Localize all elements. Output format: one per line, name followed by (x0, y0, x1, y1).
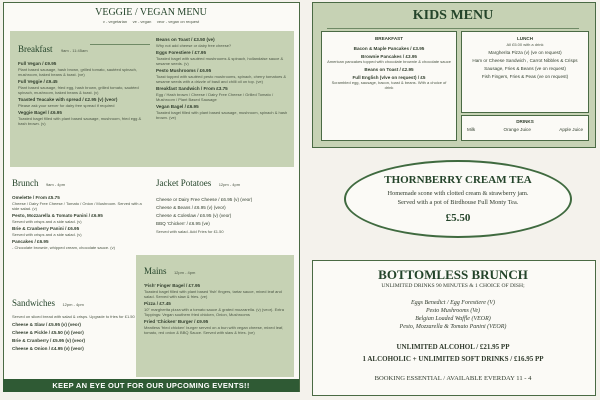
veggie-menu-panel (3, 2, 300, 392)
sandwiches-section (12, 293, 140, 377)
menu-item: Toasted Teacake with spread / £2.95 (v) (veor) Please ask your server for dairy free spread if required (18, 96, 118, 108)
jacket-section (156, 173, 294, 251)
sandwiches-time: 12pm - 4pm (62, 302, 84, 307)
menu-item: Pizza / £7.45 10" margherita pizza with a tomato sauce & grated mozzarella. (v) (veor). Extra Toppings: Vegan southern fried chicken, Onion, Mushrooms (144, 300, 284, 317)
brunch-section (12, 173, 150, 283)
menu-item: Vegan Bagel / £6.95 Toasted bagel filled with plant based sausage, mushroom, spinach & hash brown. (ve) (156, 103, 288, 120)
cream-tea-price: £5.50 (445, 212, 471, 224)
menu-item: Full Veggie / £9.45 Plant based sausage, fried egg, hash brown, grilled tomato, sautéed spinach, mushroom, baked beans & toast. (v) (18, 78, 139, 95)
veggie-menu-title: VEGGIE / VEGAN MENU (95, 7, 207, 18)
menu-item: Eggs Forestiere / £7.95 Toasted bagel with sautéed mushrooms & spinach, hollandaise sauce & sesame seeds. (v) (156, 49, 284, 66)
menu-item: Pesto Mushrooms / £6.95 Toast topped with sautéed pesto mushrooms, spinach, cherry tomatoes & sesame seeds with a drizzle of basil and chilli oil on top. (ve) (156, 67, 287, 84)
mains-title: Mains (144, 266, 167, 276)
kids-menu-panel (312, 2, 596, 148)
menu-item: Pesto, Mozzarella & Tomato Panini / £6.95 Served with crisps and a side salad. (v) (12, 212, 103, 224)
mains-time: 12pm - 4pm (173, 270, 196, 275)
breakfast-section (10, 31, 294, 167)
brunch-dish: Belgian Loaded Waffle (VEOR) (415, 316, 491, 322)
brunch-dish-list (313, 299, 593, 331)
kids-lunch-box (461, 31, 589, 113)
mains-section (136, 255, 294, 377)
breakfast-title: Breakfast (18, 44, 53, 54)
jacket-time: 12pm - 4pm (218, 182, 241, 187)
menu-item: 'Fish' Finger Bagel / £7.95 Toasted bagel filled with plant based 'fish' fingers, tartar sauce, mixed leaf and salad. Served with slaw & fries. (ve) (144, 283, 282, 299)
cream-tea-desc-2: Served with a pot of Birdhouse Full Monty Tea. (397, 199, 519, 206)
brunch-dish: Pesto, Mozzarella & Tomato Panini (VEOR) (399, 324, 507, 330)
events-banner: KEEP AN EYE OUT FOR OUR UPCOMING EVENTS!! (3, 379, 299, 392)
sandwiches-title: Sandwiches (12, 298, 55, 308)
jacket-note: Served with salad. Add Fries for £1.50 (156, 228, 224, 234)
breakfast-right-list (156, 37, 288, 122)
cream-tea-desc-1: Homemade scone with clotted cream & strawberry jam. (387, 190, 529, 197)
drink-item: Milk (467, 126, 476, 132)
brunch-subtitle: UNLIMITED DRINKS 90 MINUTES & 1 CHOICE OF DISH; (381, 283, 525, 289)
menu-item: Veggie Bagel / £6.95 Toasted bagel filled with plant based sausage, mushroom, fried egg & hash brown. (v) (18, 109, 142, 126)
brunch-dish: Pesto Mushrooms (Ve) (425, 308, 481, 314)
menu-item: Breakfast Sandwich / From £3.75 Egg / Hash brown / Cheese / Dairy Free Cheese / Grilled Tomato / Mushroom / Plant Based Sausage (156, 85, 274, 102)
menu-item: BBQ 'Chicken' / £6.95 (ve) (156, 220, 210, 226)
brunch-offer-soft: 1 ALCOHOLIC + UNLIMITED SOFT DRINKS / £16.95 PP (362, 355, 544, 363)
jacket-title: Jacket Potatoes (156, 178, 212, 188)
kids-drinks-title: DRINKS (516, 119, 534, 124)
bottomless-brunch-panel (312, 260, 596, 396)
kids-breakfast-box (321, 31, 457, 141)
kids-lunch-title: LUNCH (516, 36, 534, 41)
kids-drinks-box (461, 115, 589, 141)
menu-item: Brie & Cranberry / £5.95 (v) (veor) (12, 337, 86, 343)
menu-item: Full Vegan / £9.95 Plant based sausage, hash brown, grilled tomato, sautéed spinach, mushroom, baked beans & toast. (ve) (18, 61, 137, 77)
menu-item: Bacon & Maple Pancakes / £3.95 (353, 45, 425, 51)
menu-item: Fried 'Chicken' Burger / £9.95 Meatless 'fried chicken' burger served on a bun with vegan cheese, mixed leaf, tomato, red onion & BBQ Sauce. Served with slaw & fries. (ve) (144, 318, 284, 335)
menu-item: Beans on Toast / £2.95 (364, 66, 414, 72)
menu-item: Cheese & Pickle / £5.50 (v) (veor) (12, 329, 84, 335)
brunch-title-main: BOTTOMLESS BRUNCH (378, 267, 528, 282)
cream-tea-panel (344, 160, 572, 238)
drink-item: Apple Juice (559, 126, 583, 132)
kids-lunch-subtitle: All £5.00 with a drink (506, 41, 544, 47)
drink-item: Orange Juice (503, 126, 531, 132)
brunch-booking: BOOKING ESSENTIAL / AVAILABLE EVERDAY 11 - 4 (374, 375, 532, 382)
brunch-title: Brunch (12, 178, 39, 188)
menu-item: Omelette / From £5.75 Cheese / Dairy Free Cheese / Tomato / Onion / Mushroom. Served with a side salad. (v) (12, 195, 142, 211)
kids-menu-title: KIDS MENU (412, 8, 494, 23)
sandwiches-note: Served on sliced bread with salad & crisps. Upgrade to fries for £1.50 (12, 314, 135, 319)
menu-item: Fish Fingers, Fries & Peas (ve on request) (481, 73, 569, 79)
brunch-time: 9am - 4pm (45, 182, 66, 187)
menu-item: Brie & Cranberry Panini / £6.95 Served with crisps and a side salad. (v) (12, 225, 82, 237)
menu-item: Beans on Toast / £3.50 (ve) Why not add cheese or dairy free cheese? (156, 37, 232, 48)
kids-breakfast-title: BREAKFAST (374, 36, 404, 41)
brunch-offer-alcohol: UNLIMITED ALCOHOL / £21.95 PP (396, 343, 510, 351)
menu-item: Cheese & Onion / £4.95 (v) (veor) (12, 345, 84, 351)
menu-item: Cheese & Slaw / £5.95 (v) (veor) (12, 322, 81, 327)
menu-item: Brownie Pancakes / £3.95 American pancakes topped with chocolate brownie & chocolate sauce (327, 53, 451, 65)
menu-item: Pancakes / £6.95 - Chocolate brownie, whipped cream, chocolate sauce. (v) (12, 238, 115, 250)
menu-item: Sausage, Fries & Beans (ve on request) (484, 65, 566, 71)
breakfast-time: 9am - 11:45am (60, 48, 88, 53)
menu-item: Full English (v/ve on request) / £5 Scrambled egg, sausage, bacon, toast & beans. With a choice of drink (331, 74, 447, 91)
menu-item: Cheese & Coleslaw / £6.95 (v) (veor) (156, 212, 232, 218)
menu-item: Cheese & Beans / £6.95 (v) (veor) (156, 204, 226, 210)
veggie-legend: v - vegetarian ve - vegan veor - vegan on request (102, 19, 200, 24)
menu-item: Margherita Pizza (v) (ve on request) (488, 49, 562, 55)
brunch-dish: Eggs Benedict / Egg Forestiere (V) (410, 300, 496, 306)
menu-item: Ham or Cheese Sandwich , Carrot Nibbles & Crisps (472, 57, 578, 63)
cream-tea-title: THORNBERRY CREAM TEA (384, 174, 532, 186)
menu-item: Cheese or Dairy Free Cheese / £6.95 (v) (veor) (156, 197, 253, 202)
breakfast-left-list (18, 61, 146, 128)
